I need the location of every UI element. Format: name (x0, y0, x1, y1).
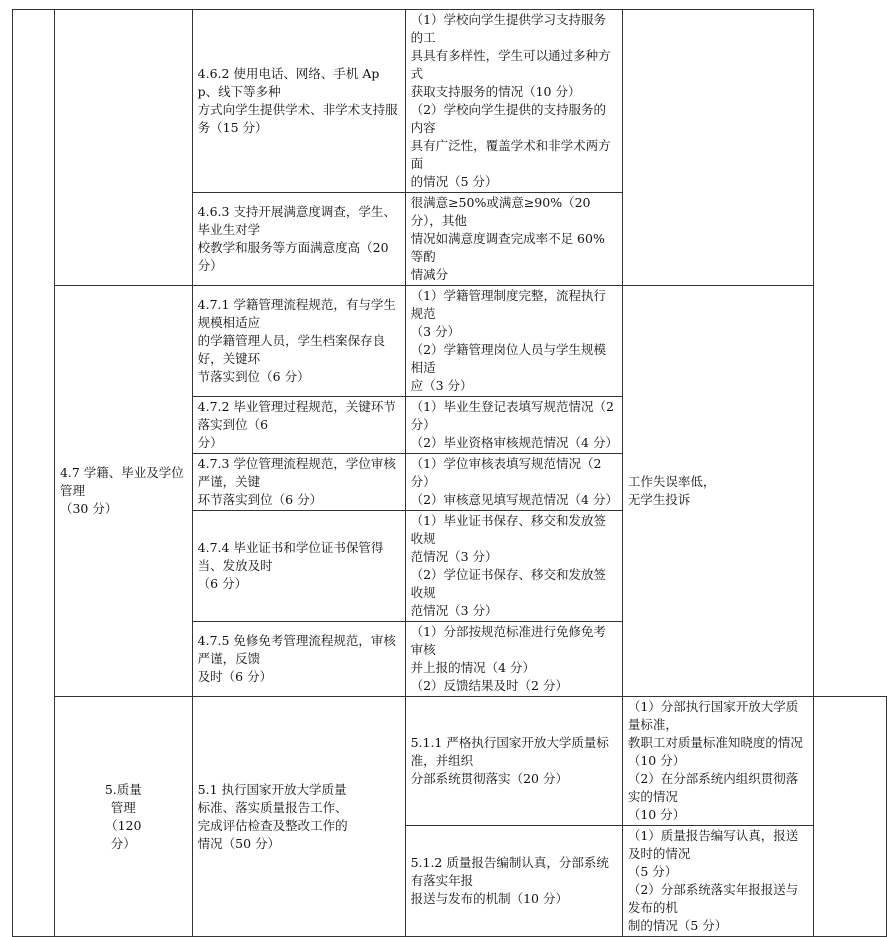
criteria-text: （1）毕业证书保存、移交和发放签收规 (410, 513, 607, 546)
criteria-text: （2）学籍管理岗位人员与学生规模相适 (410, 342, 607, 375)
criteria-cell-4-7-4 (405, 511, 622, 622)
criteria-cell-4-7-2 (405, 397, 622, 454)
evaluation-table (12, 9, 887, 937)
criteria-text: 范情况（3 分） (410, 549, 498, 564)
note-cell-4-7 (622, 286, 814, 697)
criteria-text: （2）分部系统落实年报报送与发布的机 (627, 882, 799, 915)
criteria-text: （5 分） (627, 864, 678, 879)
item-text: 及时（6 分） (197, 669, 273, 684)
item-cell-4-7-2 (192, 397, 405, 454)
criteria-text: 范情况（3 分） (410, 603, 498, 618)
item-cell-4-7-4 (192, 511, 405, 622)
item-text: 的学籍管理人员，学生档案保存良好，关键环 (197, 333, 386, 366)
item-cell-5-1-1 (405, 697, 622, 826)
note-text: 工作失误率低， (627, 474, 716, 489)
category-text: 5.质量 (104, 781, 142, 797)
category-cell-empty (13, 10, 55, 937)
criteria-text: 制的情况（5 分） (627, 918, 728, 933)
section-cell-empty (54, 10, 192, 286)
criteria-text: （2）学位证书保存、移交和发放签收规 (410, 567, 607, 600)
category-text: 管理 (110, 799, 136, 815)
item-text: 校教学和服务等方面满意度高（20 分） (197, 240, 389, 273)
item-cell-4-7-3 (192, 454, 405, 511)
item-text: 4.7.1 学籍管理流程规范，有与学生规模相适应 (197, 297, 396, 330)
item-cell-5-1-2 (405, 826, 622, 937)
table-row (13, 697, 887, 826)
criteria-text: （1）学校向学生提供学习支持服务的工 (410, 12, 607, 45)
item-text: 4.6.3 支持开展满意度调查，学生、毕业生对学 (197, 204, 396, 237)
criteria-cell-4-7-1 (405, 286, 622, 397)
item-text: 4.6.2 使用电话、网络、手机 App、线下等多种 (197, 66, 380, 99)
section-text: 5.1 执行国家开放大学质量 (197, 781, 347, 797)
criteria-text: （2）毕业资格审核规范情况（4 分） (410, 435, 618, 450)
category-text: （120 (105, 817, 142, 833)
item-cell-4-6-2 (192, 10, 405, 193)
item-text: 4.7.2 毕业管理过程规范，关键环节落实到位（6 (197, 399, 396, 432)
section-cell-4-7 (54, 286, 192, 697)
item-text: （6 分） (197, 576, 248, 591)
criteria-text: 并上报的情况（4 分） (410, 660, 535, 675)
item-text: 分） (197, 435, 223, 450)
criteria-text: （1）学籍管理制度完整，流程执行规范 (410, 288, 607, 321)
criteria-text: 具有广泛性，覆盖学术和非学术两方面 (410, 138, 611, 171)
criteria-text: 教职工对质量标准知晓度的情况（10 分） (627, 735, 803, 768)
item-text: 分部系统贯彻落实（20 分） (410, 771, 568, 786)
section-text: 情况（50 分） (197, 835, 281, 851)
item-text: 报送与发布的机制（10 分） (410, 891, 568, 906)
section-text: 4.7 学籍、毕业及学位管理 (59, 465, 184, 498)
item-text: 4.7.5 免修免考管理流程规范，审核严谨，反馈 (197, 633, 396, 666)
criteria-text: （3 分） (410, 324, 460, 339)
criteria-cell-4-7-5 (405, 622, 622, 697)
section-text: （30 分） (59, 501, 118, 516)
category-text: 分） (110, 835, 136, 851)
criteria-text: 情况如满意度调查完成率不足 60%等酌 (410, 231, 605, 264)
criteria-cell-4-6-3 (405, 193, 622, 286)
item-text: 节落实到位（6 分） (197, 369, 310, 384)
item-cell-4-7-1 (192, 286, 405, 397)
item-cell-4-6-3 (192, 193, 405, 286)
item-cell-4-7-5 (192, 622, 405, 697)
criteria-text: （1）学位审核表填写规范情况（2 分） (410, 456, 602, 489)
note-cell-empty (814, 697, 887, 937)
criteria-text: （1）分部执行国家开放大学质量标准， (627, 699, 799, 732)
item-text: 环节落实到位（6 分） (197, 492, 323, 507)
criteria-text: 的情况（5 分） (410, 174, 498, 189)
criteria-cell-5-1-2 (622, 826, 814, 937)
item-text: 5.1.2 质量报告编制认真，分部系统有落实年报 (410, 855, 609, 888)
criteria-text: 获取支持服务的情况（10 分） (410, 84, 581, 99)
criteria-text: （2）在分部系统内组织贯彻落实的情况 (627, 771, 799, 804)
item-text: 4.7.3 学位管理流程规范，学位审核严谨，关键 (197, 456, 396, 489)
criteria-text: （1）分部按规范标准进行免修免考审核 (410, 624, 607, 657)
section-text: 标准、落实质量报告工作、 (197, 799, 348, 815)
category-cell-5 (54, 697, 192, 937)
criteria-text: （1）毕业生登记表填写规范情况（2 分） (410, 399, 614, 432)
item-text: 5.1.1 严格执行国家开放大学质量标准，并组织 (410, 735, 609, 768)
section-text: 完成评估检查及整改工作的 (197, 817, 348, 833)
criteria-text: （10 分） (627, 807, 686, 822)
criteria-cell-5-1-1 (622, 697, 814, 826)
criteria-text: （2）反馈结果及时（2 分） (410, 678, 568, 693)
criteria-text: 应（3 分） (410, 378, 473, 393)
criteria-text: （2）学校向学生提供的支持服务的内容 (410, 102, 607, 135)
criteria-text: （2）审核意见填写规范情况（4 分） (410, 492, 618, 507)
criteria-text: （1）质量报告编写认真，报送及时的情况 (627, 828, 799, 861)
section-cell-5-1 (192, 697, 405, 937)
note-cell-empty (622, 10, 814, 286)
table-row (13, 10, 887, 193)
criteria-text: 具具有多样性，学生可以通过多种方式 (410, 48, 611, 81)
note-text: 无学生投诉 (627, 492, 691, 507)
table-row (13, 286, 887, 397)
item-text: 方式向学生提供学术、非学术支持服务（15 分） (197, 102, 398, 135)
criteria-cell-4-7-3 (405, 454, 622, 511)
item-text: 4.7.4 毕业证书和学位证书保管得当、发放及时 (197, 540, 384, 573)
criteria-cell-4-6-2 (405, 10, 622, 193)
criteria-text: 情减分 (410, 267, 449, 282)
criteria-text: 很满意≥50%或满意≥90%（20 分），其他 (410, 195, 591, 228)
